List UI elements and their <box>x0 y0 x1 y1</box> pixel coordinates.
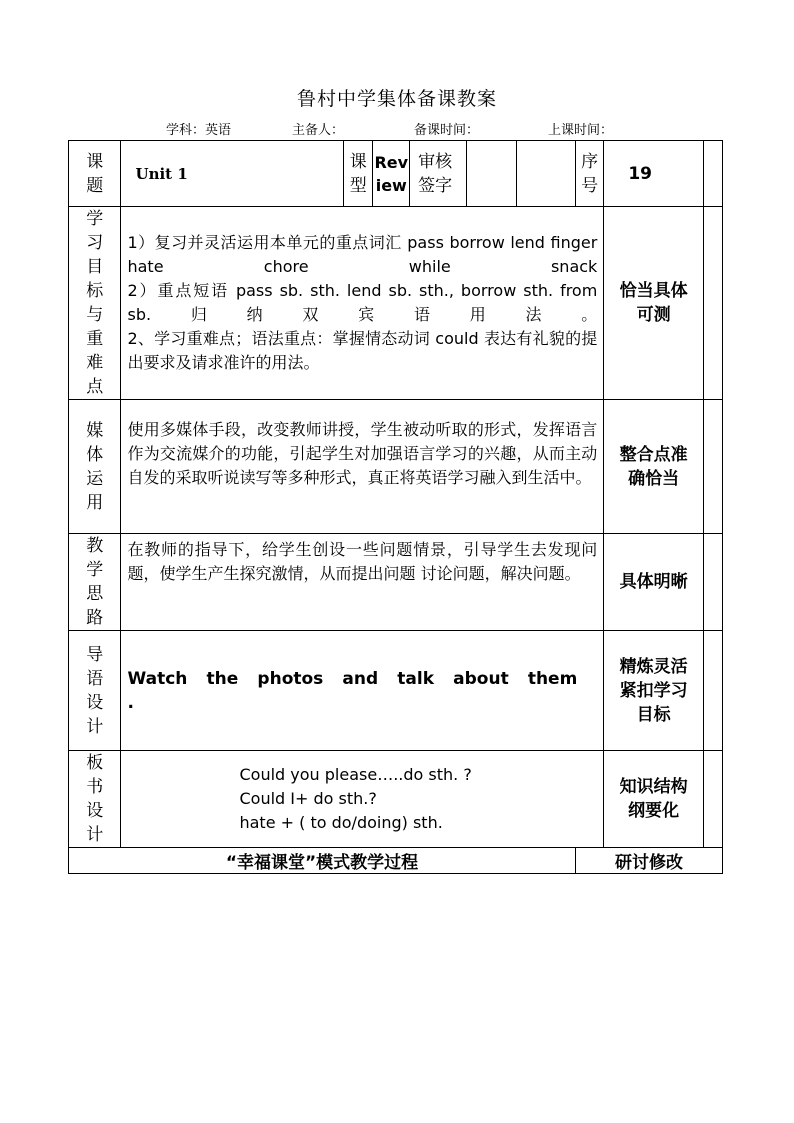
revise-heading: 研讨修改 <box>575 848 722 874</box>
board-line-2: Could I+ do sth.? <box>239 789 377 808</box>
objectives-line-1: 1）复习并灵活运用本单元的重点词汇 pass borrow lend finger hate chore while snack <box>127 233 598 276</box>
footer-row <box>69 848 723 874</box>
topic-label: 课 题 <box>69 141 121 207</box>
class-time-label: 上课时间： <box>548 123 614 138</box>
header-row <box>69 141 723 207</box>
prep-time-label: 备课时间： <box>414 123 480 138</box>
approach-content <box>121 534 604 631</box>
review-signature-cell <box>466 141 516 207</box>
subject-label: 学科：英语 <box>166 123 232 138</box>
lesson-plan-table <box>68 140 723 874</box>
media-content <box>121 400 604 534</box>
approach-row <box>69 534 723 631</box>
type-value: Review <box>373 141 410 207</box>
objectives-row <box>69 207 723 400</box>
board-label: 板 书 设 计 <box>69 751 121 848</box>
media-text: 使用多媒体手段，改变教师讲授，学生被动听取的形式，发挥语言作为交流媒介的功能，引起学生对加强语言学习的兴趣，从而主动自发的采取听说读写等多种形式，真正将英语学习融入到生活中。 <box>127 420 598 487</box>
objectives-content <box>121 207 604 400</box>
approach-text: 在教师的指导下，给学生创设一些问题情景，引导学生去发现问题，使学生产生探究激情，从而提出问题 讨论问题，解决问题。 <box>127 540 598 583</box>
intro-note: 精炼灵活 紧扣学习 目标 <box>604 631 704 751</box>
page-title: 鲁村中学集体备课教案 <box>296 88 497 110</box>
objectives-note: 恰当具体 可测 <box>604 207 704 400</box>
preparer-label: 主备人： <box>292 123 345 138</box>
board-line-3: hate + ( to do/doing) sth. <box>239 813 443 832</box>
type-label: 课 型 <box>344 141 373 207</box>
board-line-1: Could you please…..do sth. ? <box>239 765 472 784</box>
board-content <box>121 751 604 848</box>
topic-value: Unit 1 <box>121 141 344 207</box>
intro-row <box>69 631 723 751</box>
media-note: 整合点准 确恰当 <box>604 400 704 534</box>
seq-label: 序 号 <box>575 141 603 207</box>
intro-label: 导 语 设 计 <box>69 631 121 751</box>
board-note: 知识结构 纲要化 <box>604 751 704 848</box>
approach-note: 具体明晰 <box>604 534 704 631</box>
approach-label: 教 学 思 路 <box>69 534 121 631</box>
process-heading: “幸福课堂”模式教学过程 <box>69 848 576 874</box>
board-row <box>69 751 723 848</box>
empty-cell <box>517 141 576 207</box>
intro-content <box>121 631 604 751</box>
objectives-line-2: 2）重点短语 pass sb. sth. lend sb. sth., borrow sth. from sb.归纳双宾语用法。 <box>127 281 598 324</box>
objectives-line-3: 2、学习重难点；语法重点：掌握情态动词 could 表达有礼貌的提出要求及请求准许的用法。 <box>127 329 598 372</box>
seq-value: 19 <box>604 141 704 207</box>
objectives-label: 学 习 目 标 与 重 难 点 <box>69 207 121 400</box>
media-label: 媒 体 运 用 <box>69 400 121 534</box>
intro-text: Watch the photos and talk about them . <box>127 668 578 713</box>
review-label: 审核签字 <box>410 141 467 207</box>
media-row <box>69 400 723 534</box>
